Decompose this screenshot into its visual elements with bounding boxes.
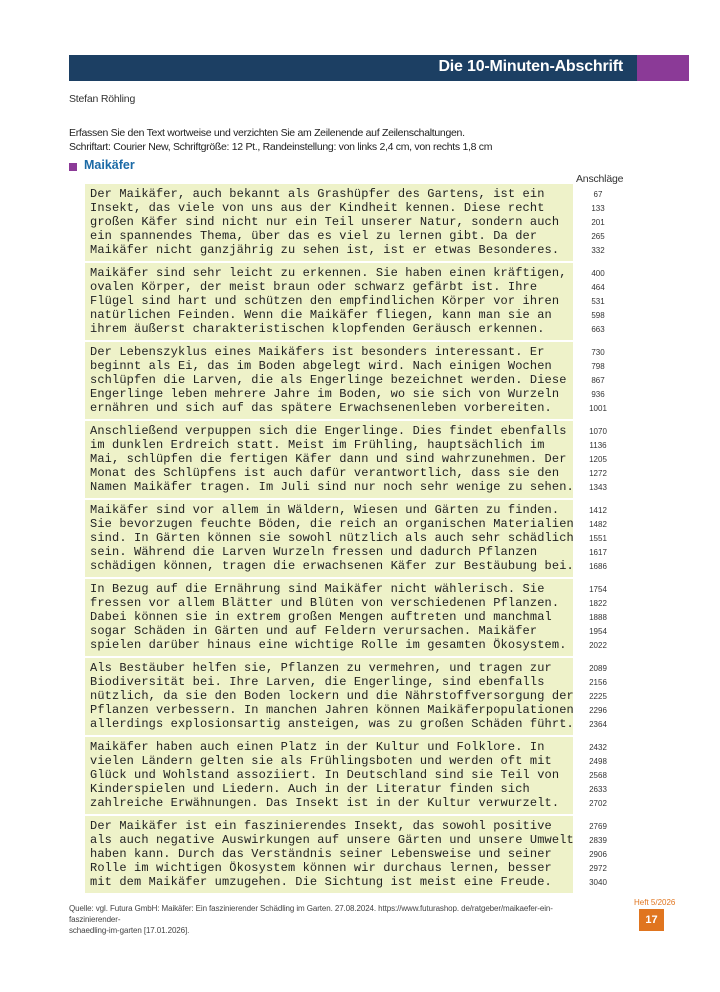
text-line: Rolle im wichtigen Ökosystem können wir durchaus lernen, besser — [90, 861, 552, 876]
keystroke-count: 3040 — [589, 878, 607, 888]
text-line: Maikäfer nicht ganzjährig zu sehen ist, ist er etwas Besonderes. — [90, 243, 560, 258]
text-line: großen Käfer sind nicht nur ein Teil unserer Natur, sondern auch — [90, 215, 560, 230]
keystroke-count: 798 — [591, 362, 605, 372]
text-line: ihrem äußerst charakteristischen klopfenden Geräusch erkennen. — [90, 322, 545, 337]
text-line: Maikäfer sind sehr leicht zu erkennen. Sie haben einen kräftigen, — [90, 266, 567, 280]
instruction-line: Erfassen Sie den Text wortweise und verzichten Sie am Zeilenende auf Zeilenschaltungen. — [69, 127, 465, 139]
paragraph-block — [85, 500, 573, 577]
text-line: Flügel sind hart und schützen den empfindlichen Körper vor ihren — [90, 294, 560, 309]
text-line: sein. Während die Larven Wurzeln fressen und dadurch Pflanzen — [90, 545, 538, 560]
text-line: Insekt, das viele von uns aus der Kindheit kennen. Diese recht — [90, 201, 545, 216]
keystroke-count: 1205 — [589, 455, 607, 465]
keystroke-count: 730 — [591, 348, 605, 357]
keystroke-count: 2225 — [589, 692, 607, 702]
count-header: Anschläge — [576, 173, 624, 185]
text-line: schlüpfen die Larven, die als Engerlinge bezeichnet werden. Diese — [90, 373, 567, 388]
text-line: Der Lebenszyklus eines Maikäfers ist besonders interessant. Er — [90, 345, 545, 359]
paragraph-block — [85, 421, 573, 498]
text-line: Als Bestäuber helfen sie, Pflanzen zu vermehren, und tragen zur — [90, 661, 552, 675]
text-line: Glück und Wohlstand assoziiert. In Deutschland sind sie Teil von — [90, 768, 560, 783]
text-line: beginnt als Ei, das im Boden abgelegt wird. Nach einigen Wochen — [90, 359, 552, 374]
text-line: Der Maikäfer, auch bekannt als Grashüpfer des Gartens, ist ein — [90, 187, 545, 201]
text-line: nützlich, da sie den Boden lockern und die Nährstoffversorgung der — [90, 689, 574, 704]
text-line: Anschließend verpuppen sich die Engerlinge. Dies findet ebenfalls — [90, 424, 567, 438]
text-line: Maikäfer haben auch einen Platz in der Kultur und Folklore. In — [90, 740, 545, 754]
text-line: Kinderspielen und Liedern. Auch in der Literatur finden sich — [90, 782, 530, 797]
text-line: ovalen Körper, der meist braun oder schwarz gefärbt ist. Ihre — [90, 280, 538, 295]
source-line: Quelle: vgl. Futura GmbH: Maikäfer: Ein faszinierender Schädling im Garten. 27.08.2024. https://www.futurashop. de/ratgeber/maikaefer-ein-faszinierender- — [69, 904, 553, 924]
page-number: 17 — [639, 909, 664, 931]
text-line: natürlichen Feinden. Wenn die Maikäfer fliegen, kann man sie an — [90, 308, 552, 323]
text-line: spielen darüber hinaus eine wichtige Rolle im gesamten Ökosystem. — [90, 638, 567, 653]
keystroke-count: 2156 — [589, 678, 607, 688]
author: Stefan Röhling — [69, 93, 136, 105]
text-line: Pflanzen verbessern. In manchen Jahren können Maikäferpopulationen — [90, 703, 574, 718]
keystroke-count: 1343 — [589, 483, 607, 493]
text-line: Monat des Schlüpfens ist auch dafür verantwortlich, dass sie den — [90, 466, 560, 481]
text-line: sind. In Gärten können sie sowohl nützlich als auch sehr schädlich — [90, 531, 574, 546]
keystroke-count: 464 — [591, 283, 605, 293]
page-title: Die 10-Minuten-Abschrift — [438, 58, 623, 75]
section-bullet-square — [69, 163, 77, 171]
keystroke-count: 1482 — [589, 520, 607, 530]
keystroke-count: 1954 — [589, 627, 607, 637]
source-line: schaedling-im-garten [17.01.2026]. — [69, 926, 190, 935]
text-line: vielen Ländern gelten sie als Frühlingsboten und werden oft mit — [90, 754, 552, 769]
text-line: im dunklen Erdreich statt. Meist im Frühling, hauptsächlich im — [90, 438, 545, 453]
text-line: ernähren und sich auf das spätere Erwachsenenleben vorbereiten. — [90, 401, 552, 416]
keystroke-count: 1070 — [589, 427, 607, 436]
paragraph-block — [85, 816, 573, 893]
keystroke-count: 265 — [591, 232, 605, 242]
keystroke-count: 1686 — [589, 562, 607, 572]
text-line: sogar Schäden in Gärten und auf Feldern verursachen. Maikäfer — [90, 624, 538, 639]
keystroke-count: 201 — [591, 218, 605, 228]
source-citation — [69, 903, 589, 936]
text-line: schädigen können, tragen die erwachsenen Käfer zur Bestäubung bei. — [90, 559, 574, 574]
keystroke-count: 400 — [591, 269, 605, 278]
text-line: Dabei können sie in extrem großen Mengen auftreten und manchmal — [90, 610, 552, 625]
keystroke-count: 867 — [591, 376, 605, 386]
keystroke-count: 2498 — [589, 757, 607, 767]
keystroke-count: 598 — [591, 311, 605, 321]
keystroke-count: 1754 — [589, 585, 607, 594]
keystroke-count: 2769 — [589, 822, 607, 831]
keystroke-count: 2702 — [589, 799, 607, 809]
keystroke-count: 2296 — [589, 706, 607, 716]
paragraph-block — [85, 342, 573, 419]
keystroke-count: 2906 — [589, 850, 607, 860]
keystroke-count: 1822 — [589, 599, 607, 609]
text-line: mit dem Maikäfer umzugehen. Die Sichtung ist meist eine Freude. — [90, 875, 552, 890]
text-line: als auch negative Auswirkungen auf unsere Gärten und unsere Umwelt — [90, 833, 574, 848]
keystroke-count: 2364 — [589, 720, 607, 730]
header-accent — [637, 55, 689, 81]
keystroke-count: 663 — [591, 325, 605, 335]
keystroke-count: 1272 — [589, 469, 607, 479]
text-line: ein spannendes Thema, über das es viel zu lernen gibt. Da der — [90, 229, 538, 244]
text-line: Mai, schlüpfen die fertigen Käfer dann und sind wahrzunehmen. Der — [90, 452, 567, 467]
keystroke-count: 531 — [591, 297, 605, 307]
instructions — [69, 126, 492, 154]
text-line: Namen Maikäfer tragen. Im Juli sind nur noch sehr wenige zu sehen. — [90, 480, 574, 495]
text-line: zahlreiche Erwähnungen. Das Insekt ist in der Kultur verwurzelt. — [90, 796, 560, 811]
keystroke-count: 1136 — [589, 441, 607, 451]
keystroke-count: 2432 — [589, 743, 607, 752]
keystroke-count: 332 — [591, 246, 605, 256]
keystroke-count: 133 — [591, 204, 605, 214]
paragraph-block — [85, 579, 573, 656]
keystroke-count: 2972 — [589, 864, 607, 874]
keystroke-count: 2089 — [589, 664, 607, 673]
keystroke-count: 1617 — [589, 548, 607, 558]
paragraph-block — [85, 737, 573, 814]
text-line: Der Maikäfer ist ein faszinierendes Insekt, das sowohl positive — [90, 819, 552, 833]
paragraph-block — [85, 658, 573, 735]
text-line: Sie bevorzugen feuchte Böden, die reich an organischen Materialien — [90, 517, 574, 532]
keystroke-count: 2022 — [589, 641, 607, 651]
instruction-line: Schriftart: Courier New, Schriftgröße: 12 Pt., Randeinstellung: von links 2,4 cm, von rechts 1,8 cm — [69, 141, 493, 153]
keystroke-count: 1001 — [589, 404, 607, 414]
text-line: haben kann. Durch das Verständnis seiner Lebensweise und seiner — [90, 847, 552, 862]
paragraph-block — [85, 263, 573, 340]
issue-label: Heft 5/2026 — [634, 898, 676, 907]
keystroke-count: 1412 — [589, 506, 607, 515]
header-bar — [69, 55, 637, 81]
keystroke-count: 2839 — [589, 836, 607, 846]
keystroke-count: 2568 — [589, 771, 607, 781]
paragraph-block — [85, 184, 573, 261]
keystroke-count: 936 — [591, 390, 605, 400]
keystroke-count: 67 — [593, 190, 603, 199]
keystroke-count: 1551 — [589, 534, 607, 544]
text-line: Biodiversität bei. Ihre Larven, die Engerlinge, sind ebenfalls — [90, 675, 545, 690]
keystroke-count: 2633 — [589, 785, 607, 795]
text-line: Engerlinge leben mehrere Jahre im Boden, wo sie sich von Wurzeln — [90, 387, 560, 402]
keystroke-count: 1888 — [589, 613, 607, 623]
section-title: Maikäfer — [84, 158, 135, 172]
text-line: allerdings explosionsartig ansteigen, was zu großen Schäden führt. — [90, 717, 574, 732]
text-line: fressen vor allem Blätter und Blüten von verschiedenen Pflanzen. — [90, 596, 560, 611]
text-line: Maikäfer sind vor allem in Wäldern, Wiesen und Gärten zu finden. — [90, 503, 560, 517]
text-line: In Bezug auf die Ernährung sind Maikäfer nicht wählerisch. Sie — [90, 582, 545, 596]
